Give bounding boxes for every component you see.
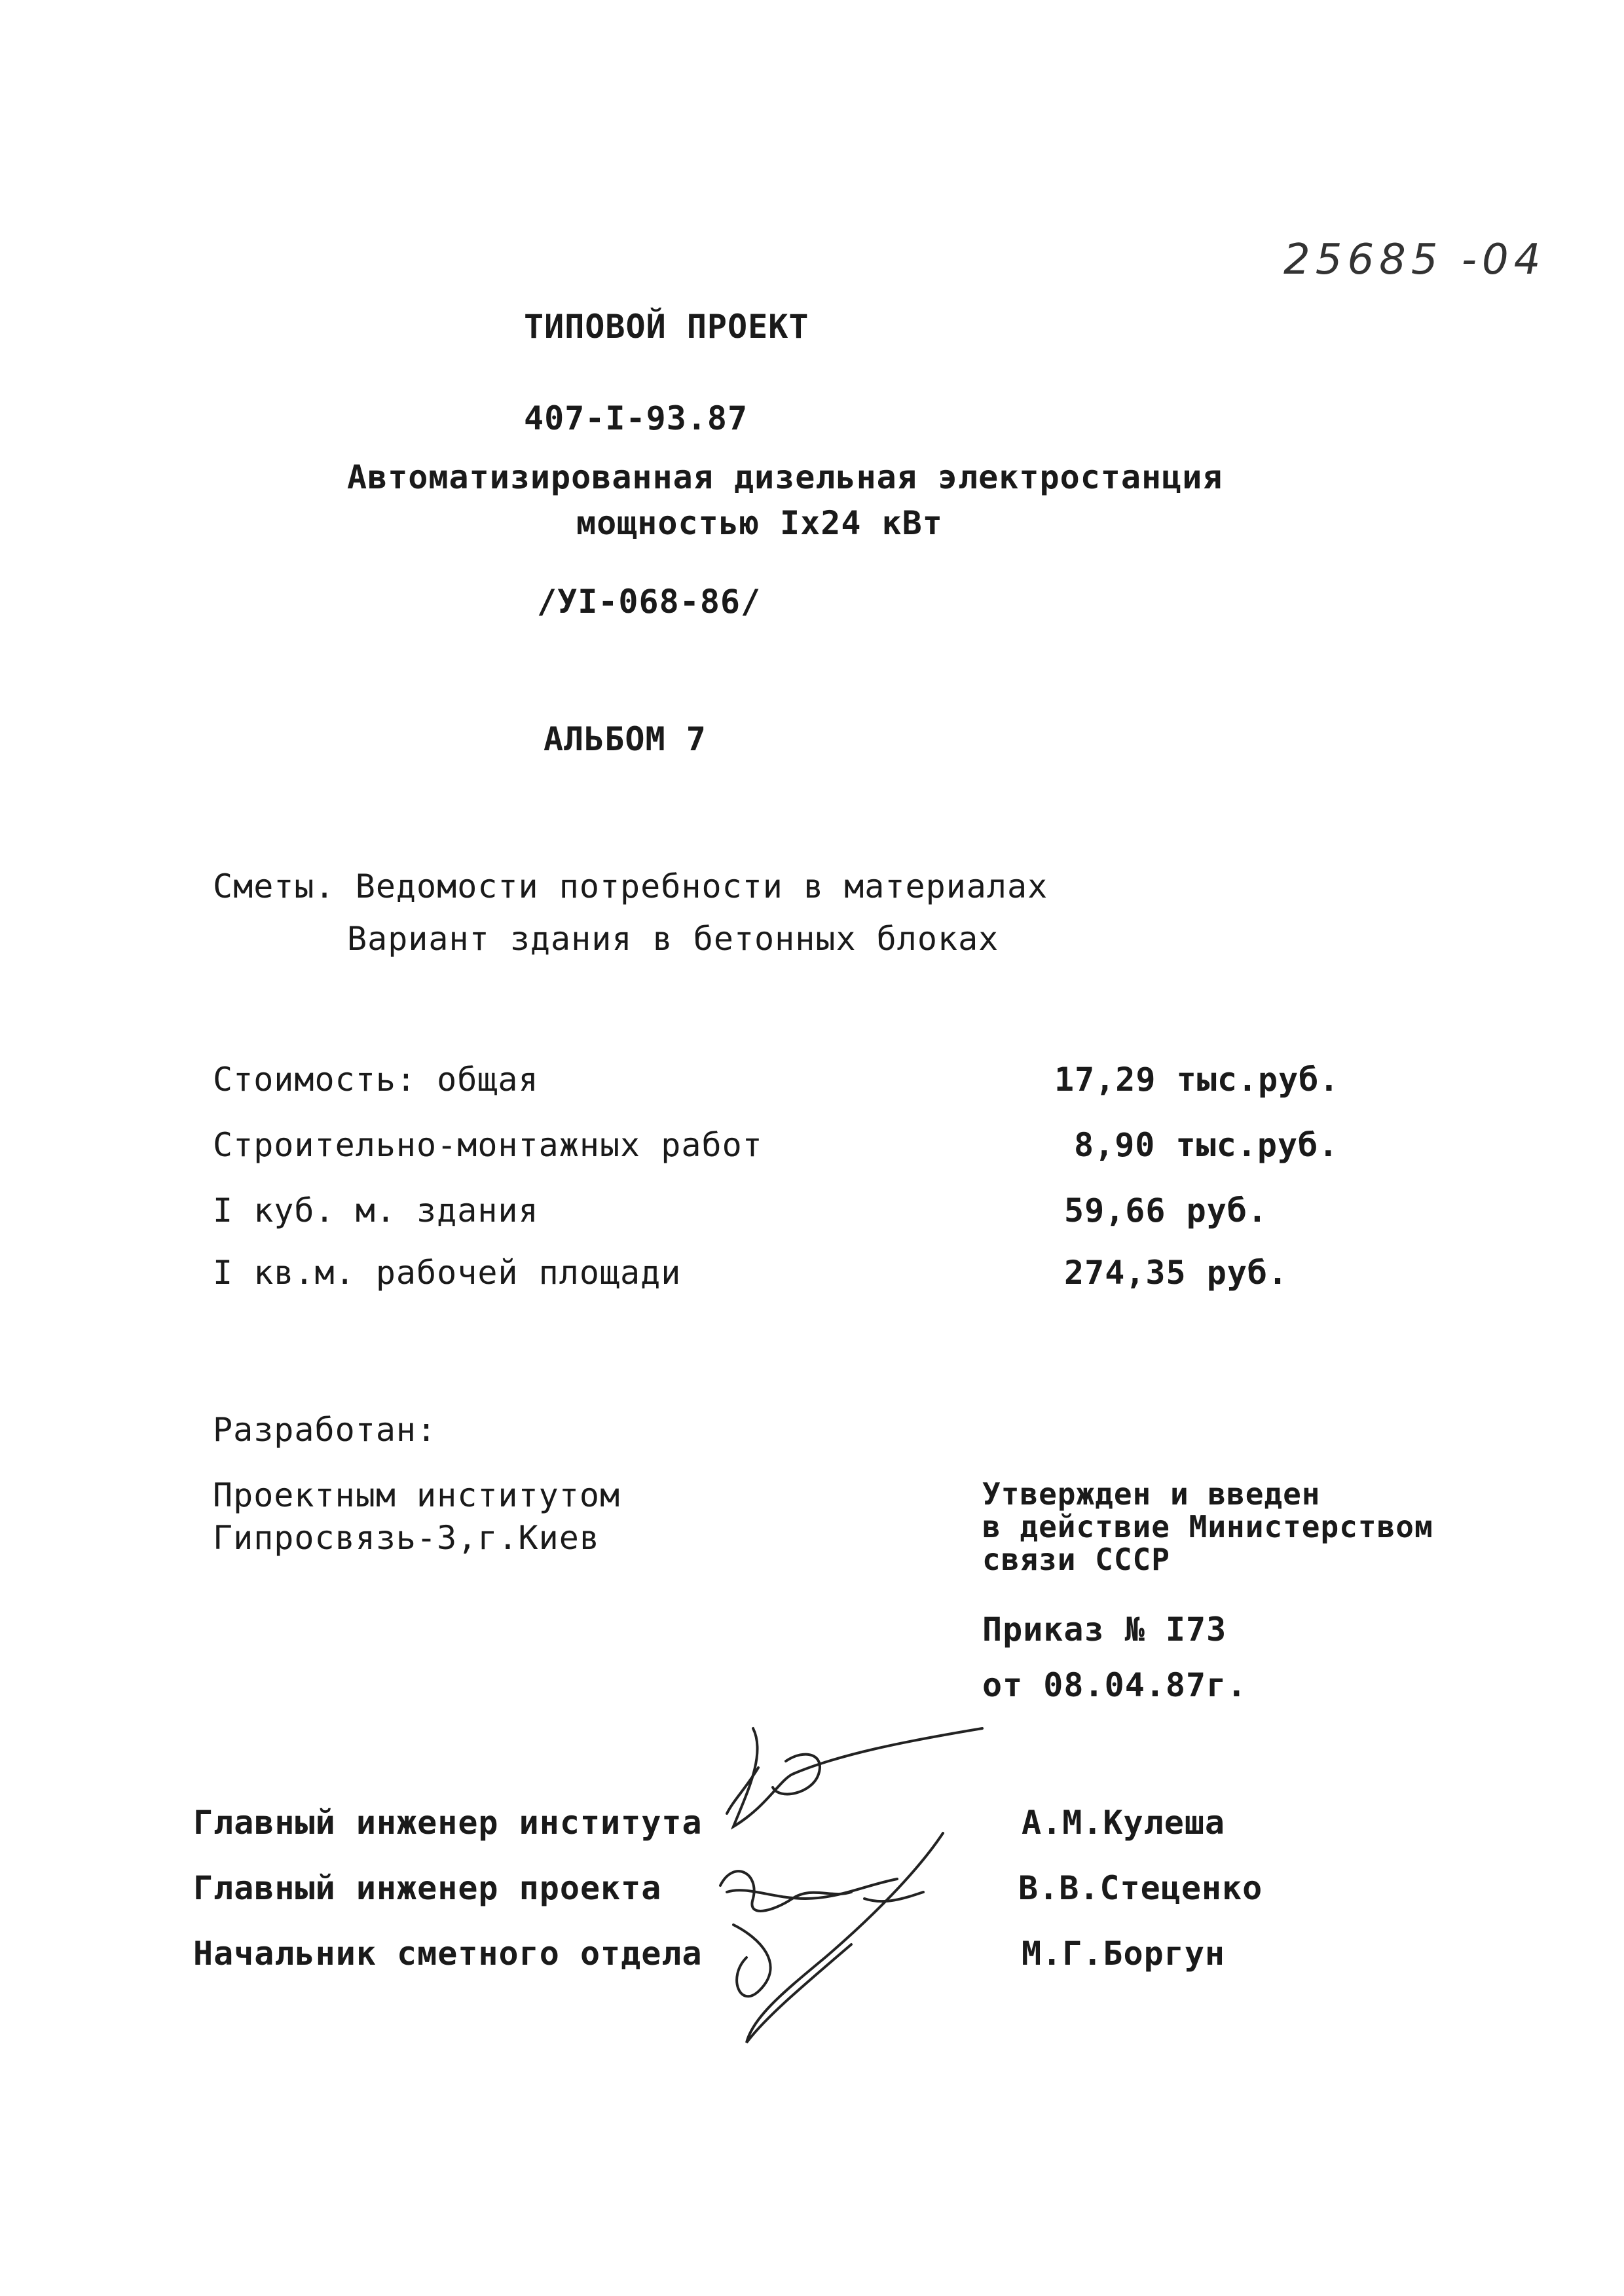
- signatory-name: В.В.Стеценко: [1018, 1869, 1263, 1907]
- cost-value: 274,35 руб.: [1064, 1254, 1289, 1292]
- cost-label: I куб. м. здания: [213, 1192, 539, 1230]
- approved-line3: связи СССР: [982, 1542, 1170, 1577]
- cost-label: I кв.м. рабочей площади: [213, 1254, 682, 1292]
- cost-label: Строительно-монтажных работ: [213, 1126, 763, 1164]
- handwritten-signatures: [707, 1702, 1035, 2069]
- approved-line1: Утвержден и введен: [982, 1476, 1321, 1512]
- cost-label: Стоимость: общая: [213, 1061, 539, 1099]
- doc-type: ТИПОВОЙ ПРОЕКТ: [524, 308, 809, 346]
- signatory-position: Главный инженер проекта: [193, 1869, 662, 1907]
- approved-line2: в действие Министерством: [982, 1509, 1433, 1544]
- developed-line2: Гипросвязь-3,г.Киев: [213, 1519, 600, 1557]
- cost-value: 17,29 тыс.руб.: [1054, 1061, 1340, 1099]
- subject-line1: Сметы. Ведомости потребности в материалах: [213, 867, 1048, 905]
- cost-value: 59,66 руб.: [1064, 1192, 1268, 1230]
- title-line1: Автоматизированная дизельная электростанция: [347, 458, 1223, 496]
- subject-line2: Вариант здания в бетонных блоках: [347, 920, 999, 958]
- project-code: /УI-068-86/: [537, 583, 762, 621]
- signatory-name: М.Г.Боргун: [1022, 1935, 1226, 1973]
- title-line2: мощностью Iх24 кВт: [576, 504, 943, 542]
- project-number: 407-I-93.87: [524, 399, 748, 437]
- developed-heading: Разработан:: [213, 1411, 437, 1449]
- signatory-position: Главный инженер института: [193, 1804, 703, 1842]
- archive-number: 25685 -04: [1283, 236, 1546, 284]
- signatory-name: А.М.Кулеша: [1022, 1804, 1226, 1842]
- cost-value: 8,90 тыс.руб.: [1074, 1126, 1339, 1164]
- order-number: Приказ № I73: [982, 1611, 1227, 1649]
- album-number: АЛЬБОМ 7: [544, 720, 707, 758]
- developed-line1: Проектным институтом: [213, 1476, 621, 1514]
- signatory-position: Начальник сметного отдела: [193, 1935, 703, 1973]
- order-date: от 08.04.87г.: [982, 1666, 1247, 1704]
